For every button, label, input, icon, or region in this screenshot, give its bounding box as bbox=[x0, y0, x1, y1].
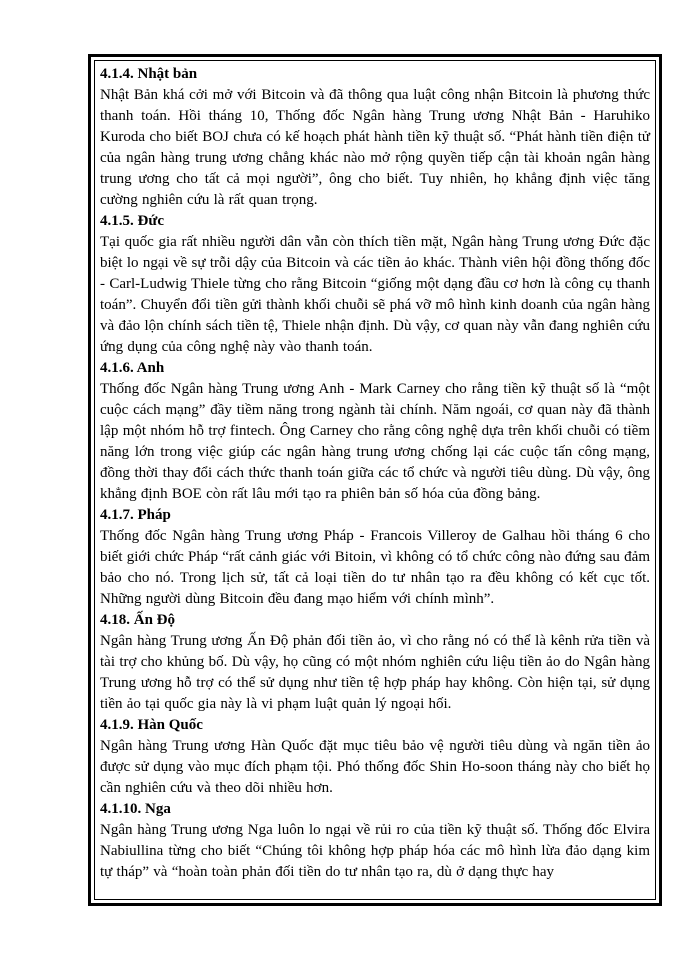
section-heading: 4.1.4. Nhật bản bbox=[100, 66, 198, 82]
document-content bbox=[100, 64, 650, 883]
section-body: Thống đốc Ngân hàng Trung ương Anh - Mark Carney cho rằng tiền kỹ thuật số là “một cuộc cách mạng” đầy tiềm năng trong ngành tài chính. Năm ngoái, cơ quan này đã thành lập một nhóm hỗ trợ fintech. Ông Carney cho rằng công nghệ dựa trên khối chuỗi có tiềm năng lớn trong việc giúp các ngân hàng trung ương chống lại các cuộc tấn công mạng, đồng thời thay đổi cách thức thanh toán giữa các tổ chức và người tiêu dùng. Dù vậy, ông khẳng định BOE còn rất lâu mới tạo ra phiên bản số hóa của đồng bảng. bbox=[100, 381, 650, 502]
section-heading: 4.1.10. Nga bbox=[100, 801, 171, 817]
section-russia bbox=[100, 799, 650, 883]
section-body: Ngân hàng Trung ương Hàn Quốc đặt mục tiêu bảo vệ người tiêu dùng và ngăn tiền ảo được sử dụng vào mục đích phạm tội. Phó thống đốc Shin Ho-soon tháng này cho biết họ cần nghiên cứu và theo dõi nhiều hơn. bbox=[100, 738, 650, 796]
section-heading: 4.1.9. Hàn Quốc bbox=[100, 717, 203, 733]
section-korea bbox=[100, 715, 650, 799]
section-japan bbox=[100, 64, 650, 211]
section-india bbox=[100, 610, 650, 715]
section-body: Ngân hàng Trung ương Nga luôn lo ngại về rủi ro của tiền kỹ thuật số. Thống đốc Elvira Nabiullina từng cho biết “Chúng tôi không hợp pháp hóa các mô hình lừa đảo dạng kim tự tháp” và “hoàn toàn phản đối tiền do tư nhân tạo ra, dù ở dạng thực hay bbox=[100, 822, 650, 880]
section-heading: 4.1.6. Anh bbox=[100, 360, 165, 376]
section-body: Tại quốc gia rất nhiều người dân vẫn còn thích tiền mặt, Ngân hàng Trung ương Đức đặc biệt lo ngại về sự trỗi dậy của Bitcoin và các tiền ảo khác. Thành viên hội đồng thống đốc - Carl-Ludwig Thiele từng cho rằng Bitcoin “giống một dạng đầu cơ hơn là công cụ thanh toán”. Chuyển đổi tiền gửi thành khối chuỗi sẽ phá vỡ mô hình kinh doanh của ngân hàng và đảo lộn chính sách tiền tệ, Thiele nhận định. Dù vậy, cơ quan này vẫn đang nghiên cứu ứng dụng của công nghệ này vào thanh toán. bbox=[100, 234, 650, 355]
section-heading: 4.1.7. Pháp bbox=[100, 507, 171, 523]
section-body: Thống đốc Ngân hàng Trung ương Pháp - Francois Villeroy de Galhau hồi tháng 6 cho biết giới chức Pháp “rất cảnh giác với Bitoin, vì không có tổ chức công nào đứng sau đảm bảo cho nó. Trong lịch sử, tất cả loại tiền do tư nhân tạo ra đều không có kết cục tốt. Những người dùng Bitcoin đều đang mạo hiểm với chính mình”. bbox=[100, 528, 650, 607]
section-body: Nhật Bản khá cởi mở với Bitcoin và đã thông qua luật công nhận Bitcoin là phương thức thanh toán. Hồi tháng 10, Thống đốc Ngân hàng Trung ương Nhật Bản - Haruhiko Kuroda cho biết BOJ chưa có kế hoạch phát hành tiền kỹ thuật số. “Phát hành tiền điện tử của ngân hàng trung ương chẳng khác nào mở rộng quyền tiếp cận tài khoản ngân hàng trung ương cho tất cả mọi người”, ông cho biết. Tuy nhiên, họ khẳng định việc tăng cường nghiên cứu là rất quan trọng. bbox=[100, 87, 650, 208]
section-heading: 4.1.5. Đức bbox=[100, 213, 164, 229]
section-body: Ngân hàng Trung ương Ấn Độ phản đối tiền ảo, vì cho rằng nó có thể là kênh rửa tiền và tài trợ cho khủng bố. Dù vậy, họ cũng có một nhóm nghiên cứu liệu tiền ảo do Ngân hàng Trung ương hỗ trợ có thể sử dụng như tiền tệ hợp pháp hay không. Còn hiện tại, sử dụng tiền ảo tại quốc gia này là vi phạm luật quản lý ngoại hối. bbox=[100, 633, 650, 712]
section-heading: 4.18. Ấn Độ bbox=[100, 612, 176, 628]
section-germany bbox=[100, 211, 650, 358]
section-uk bbox=[100, 358, 650, 505]
section-france bbox=[100, 505, 650, 610]
